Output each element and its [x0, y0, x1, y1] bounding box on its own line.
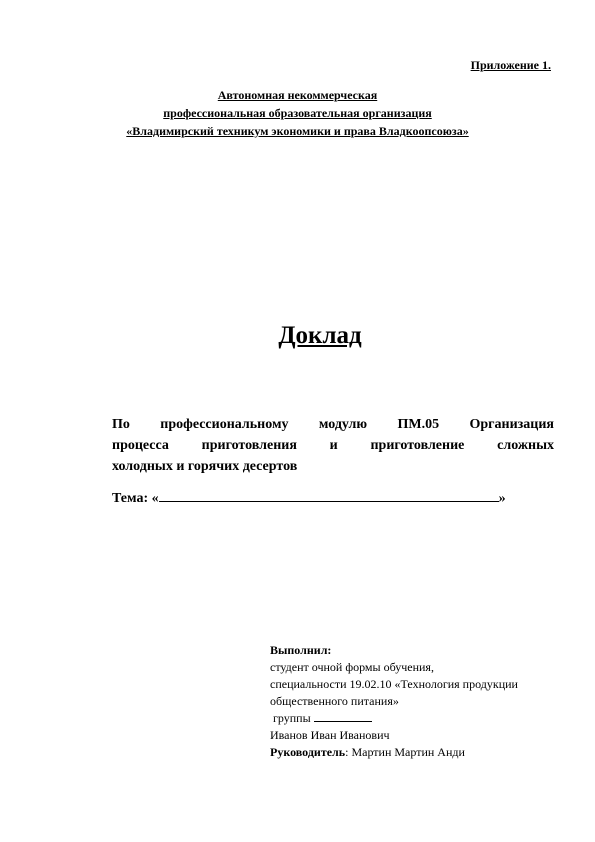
- module-word: профессиональному: [160, 417, 289, 432]
- module-line-2: [112, 435, 554, 456]
- student-line: студент очной формы обучения,: [270, 660, 434, 674]
- appendix-label: Приложение 1.: [470, 58, 551, 72]
- organization-line-1: Автономная некоммерческая: [217, 88, 378, 102]
- organization-header: [0, 86, 595, 140]
- module-word: По: [112, 417, 130, 432]
- topic-label: Тема:: [112, 491, 149, 506]
- topic-open-quote: «: [151, 491, 159, 506]
- supervisor-line: [270, 744, 518, 761]
- module-word: ПМ.05: [397, 417, 440, 432]
- group-line: [270, 710, 518, 727]
- module-word: сложных: [497, 438, 554, 453]
- author-name: Иванов Иван Иванович: [270, 728, 390, 742]
- module-line-3: [112, 456, 554, 477]
- specialty-line-2: общественного питания»: [270, 694, 399, 708]
- module-word: и: [329, 438, 338, 453]
- organization-line-2: профессиональная образовательная организация: [163, 106, 432, 120]
- group-blank-line: [314, 710, 372, 722]
- author-block: [270, 642, 518, 761]
- document-title: Доклад: [278, 322, 362, 349]
- done-label: Выполнил:: [270, 643, 332, 657]
- module-word: модулю: [318, 417, 368, 432]
- module-word: приготовления: [201, 438, 297, 453]
- supervisor-label: Руководитель: [270, 745, 346, 759]
- module-word: процесса: [112, 438, 169, 453]
- topic-close-quote: »: [498, 491, 506, 506]
- module-word: приготовление: [370, 438, 465, 453]
- module-word: Организация: [469, 417, 554, 432]
- topic-blank-line: [159, 488, 499, 502]
- supervisor-name: : Мартин Мартин Анди: [345, 745, 465, 759]
- module-description: [112, 414, 554, 477]
- module-line-1: [112, 414, 554, 435]
- module-word: холодных и горячих десертов: [112, 459, 298, 474]
- group-label: группы: [273, 711, 311, 725]
- topic-line: [112, 488, 506, 507]
- organization-line-3: «Владимирский техникум экономики и права Владкоопсоюза»: [126, 124, 469, 138]
- specialty-line: специальности 19.02.10 «Технология продукции: [270, 677, 518, 691]
